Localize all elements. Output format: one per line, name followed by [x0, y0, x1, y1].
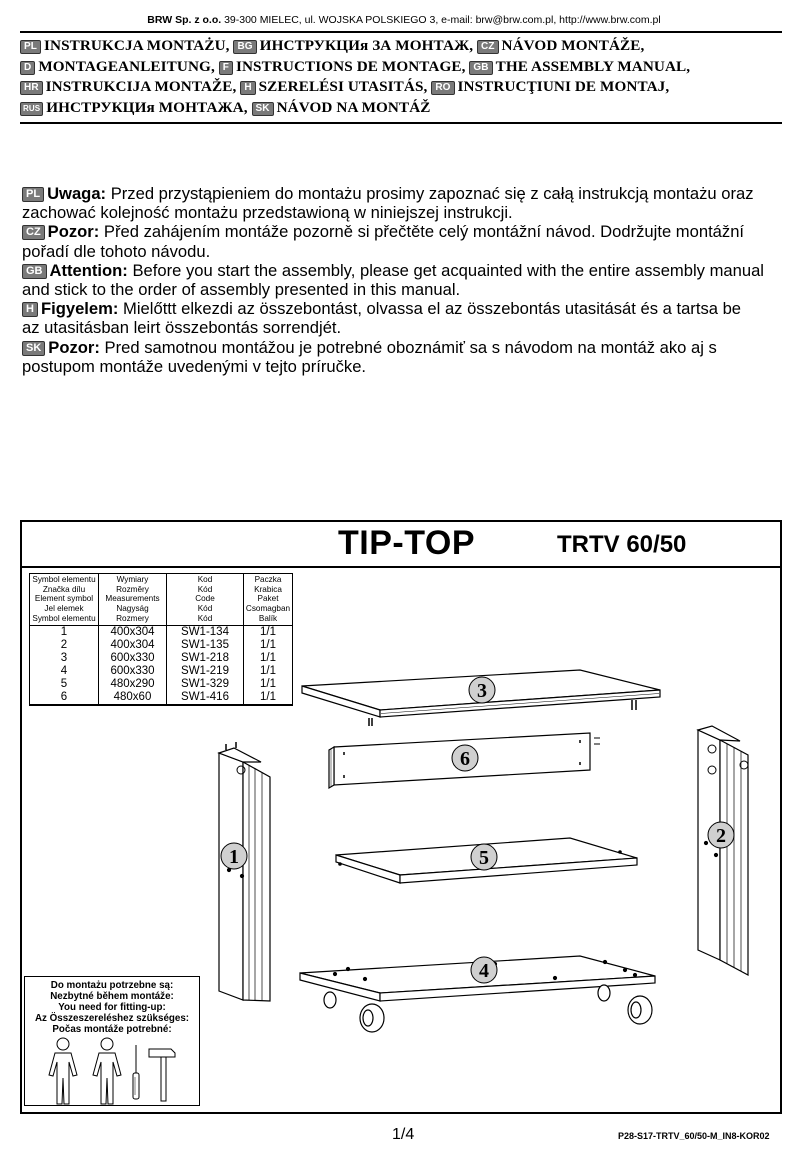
title-d: MONTAGEANLEITUNG,: [38, 57, 215, 75]
table-row: 2 400x304 SW1-135 1/1: [30, 639, 293, 652]
note-label-gb: Attention:: [49, 260, 128, 280]
tools-line-cz: Nezbytné během montáže:: [50, 991, 174, 1002]
note-tag-sk: SK: [22, 341, 45, 356]
lang-tag-f: F: [219, 61, 233, 75]
part-label-1: 1: [229, 846, 239, 868]
note-text-gb-1: Before you start the assembly, please get acquainted with the entire assembly manual: [132, 260, 764, 280]
note-text-sk-2: postupom montáže uvedenými v tejto príručke.: [22, 356, 367, 376]
tools-line-sk: Počas montáže potrebné:: [52, 1024, 172, 1035]
page-number: 1/4: [392, 1126, 415, 1143]
title-sk: NÁVOD NA MONTÁŽ: [276, 98, 431, 116]
part-label-5: 5: [479, 847, 489, 869]
tools-illustration: [25, 977, 201, 1107]
tools-line-gb: You need for fitting-up:: [58, 1002, 166, 1013]
part-label-2: 2: [716, 825, 726, 847]
lang-tag-cz: CZ: [477, 40, 499, 54]
lang-tag-sk: SK: [252, 102, 274, 116]
note-text-cz-2: pořadí dle tohoto návodu.: [22, 241, 211, 261]
note-label-cz: Pozor:: [47, 222, 100, 242]
tools-line-pl: Do montażu potrzebne są:: [50, 980, 174, 991]
lang-tag-h: H: [240, 81, 255, 95]
note-tag-gb: GB: [22, 264, 47, 279]
note-text-h-1: Mielőttt elkezdi az összebontást, olvassa el az összebontás utasitását és a tartsa be: [123, 299, 742, 319]
note-tag-cz: CZ: [22, 225, 45, 240]
person-icon: [49, 1038, 77, 1104]
note-text-pl-2: zachować kolejność montażu przedstawioną w niniejszej instrukcji.: [22, 203, 513, 223]
title-hr: INSTRUKCIJA MONTAŽE,: [45, 78, 237, 95]
table-row: 3 600x330 SW1-218 1/1: [30, 652, 293, 665]
lang-tag-hr: HR: [20, 81, 43, 95]
part-label-4: 4: [479, 960, 489, 982]
title-pl: INSTRUKCJA MONTAŻU,: [43, 37, 230, 54]
lang-tag-pl: PL: [20, 40, 41, 54]
title-h: SZERELÉSI UTASITÁS,: [258, 78, 428, 95]
document-code: P28-S17-TRTV_60/50-M_IN8-KOR02: [618, 1131, 770, 1141]
title-f: INSTRUCTIONS DE MONTAGE,: [235, 57, 466, 75]
lang-tag-rus: RUS: [20, 102, 43, 116]
header-size: Wymiary Rozměry Measurements Nagyság Rozmery: [99, 574, 167, 626]
title-rus: ИНСТРУКЦИя МОНТАЖА,: [46, 98, 248, 116]
company-name: BRW Sp. z o.o.: [147, 14, 222, 26]
product-code: TRTV 60/50: [557, 531, 687, 558]
lang-tag-gb: GB: [469, 61, 492, 75]
note-text-cz-1: Před zahájením montáže pozorně si přečtěte celý montážní návod. Dodržujte montážní: [103, 222, 745, 242]
product-name: TIP-TOP: [338, 524, 475, 562]
lang-tag-bg: BG: [233, 40, 256, 54]
tools-line-h: Az Összeszereléshez szükséges:: [34, 1013, 190, 1024]
required-tools-box: [24, 976, 200, 1106]
part-labels: [221, 677, 734, 983]
screwdriver-icon: [133, 1045, 139, 1099]
part-label-6: 6: [460, 748, 470, 770]
note-text-h-2: az utasitásban leirt összebontás sorrendjét.: [22, 318, 342, 338]
title-cz: NÁVOD MONTÁŽE,: [501, 37, 645, 54]
title-ro: INSTRUCŢIUNI DE MONTAJ,: [457, 78, 670, 95]
table-row: 1 400x304 SW1-134 1/1: [30, 625, 293, 639]
note-text-gb-2: and stick to the order of assembly presented in this manual.: [22, 280, 461, 300]
hammer-icon: [149, 1049, 175, 1101]
note-label-h: Figyelem:: [40, 299, 119, 319]
header-pack: Paczka Krabica Paket Csomagban Balík: [244, 574, 293, 626]
right-side-panel: [698, 726, 748, 975]
note-label-sk: Pozor:: [48, 337, 100, 357]
note-text-sk-1: Pred samotnou montážou je potrebné oboznámiť sa s návodom na montáž ako aj s: [104, 337, 717, 357]
company-address: 39-300 MIELEC, ul. WOJSKA POLSKIEGO 3, e-mail: brw@brw.com.pl, http://www.brw.com.pl: [224, 14, 661, 26]
person-icon: [93, 1038, 121, 1104]
table-row: 4 600x330 SW1-219 1/1: [30, 665, 293, 678]
lang-tag-ro: RO: [431, 81, 454, 95]
note-tag-pl: PL: [22, 187, 44, 202]
note-text-pl-1: Przed przystąpieniem do montażu prosimy zapoznać się z całą instrukcją montażu oraz: [110, 184, 754, 203]
lang-tag-d: D: [20, 61, 35, 75]
header-symbol: Symbol elementu Značka dílu Element symbol Jel elemek Symbol elementu: [30, 574, 99, 626]
title-gb: THE ASSEMBLY MANUAL,: [495, 57, 691, 75]
left-side-panel: [219, 742, 270, 1001]
title-bg: ИНСТРУКЦИя ЗА МОНТАЖ,: [259, 37, 474, 54]
note-tag-h: H: [22, 302, 38, 317]
table-row: 5 480x290 SW1-329 1/1: [30, 678, 293, 691]
note-label-pl: Uwaga:: [47, 184, 107, 203]
table-row: 6 480x60 SW1-416 1/1: [30, 691, 293, 705]
header-code: Kod Kód Code Kód Kód: [167, 574, 244, 626]
part-label-3: 3: [477, 680, 487, 702]
